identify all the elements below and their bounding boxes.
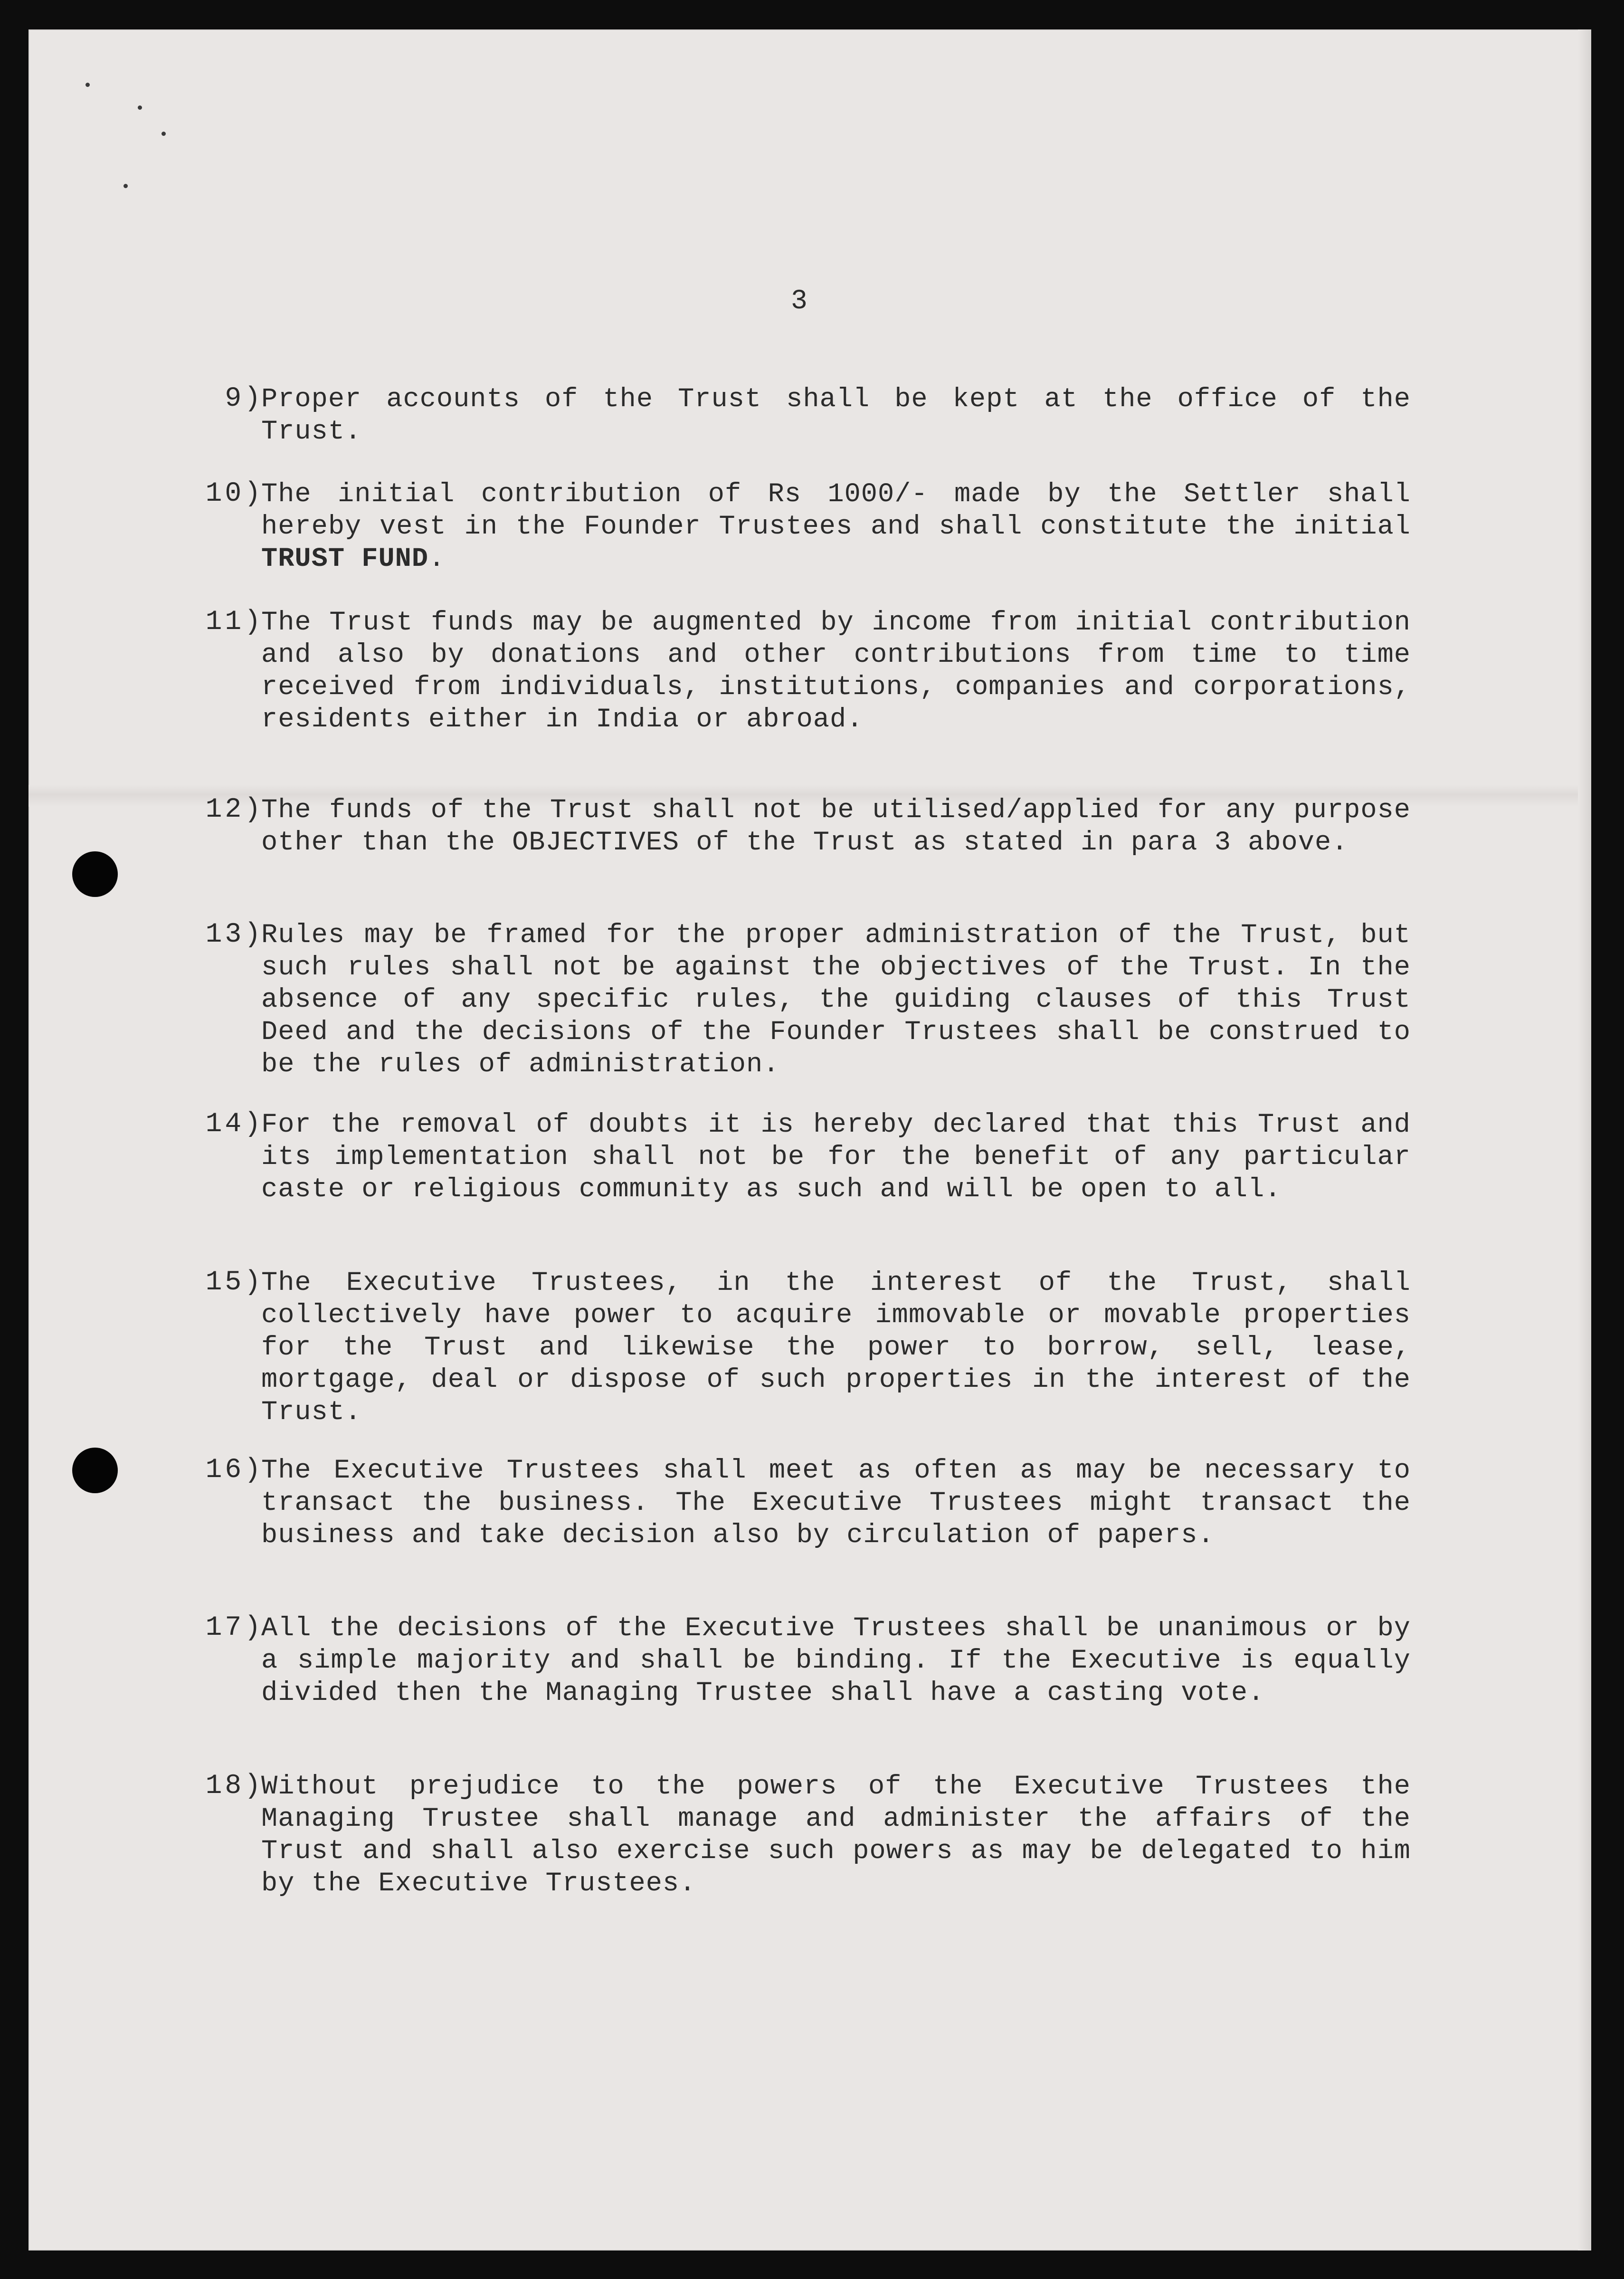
clause-text: All the decisions of the Executive Trustees shall be unanimous or by a simple majority and shall be binding. If the Executive is equally divided then the Managing Trustee shall have a casting vote. — [261, 1613, 1411, 1708]
clause-number: 12) — [205, 794, 264, 825]
paper-speck — [161, 132, 166, 136]
clause-number: 18) — [205, 1771, 264, 1802]
paper-edge-shadow — [1578, 29, 1591, 2250]
document-page — [28, 29, 1591, 2250]
clause-number: 10) — [205, 478, 264, 509]
trust-fund-emphasis: TRUST FUND — [261, 544, 429, 574]
clause-text: The Trust funds may be augmented by income from initial contribution and also by donations and other contributions from time to time received from individuals, institutions, companies and corporations, residents either in India or abroad. — [261, 608, 1411, 735]
punch-hole-lower — [72, 1448, 118, 1493]
clause-number: 15) — [205, 1267, 264, 1298]
clause-text: The funds of the Trust shall not be utilised/applied for any purpose other than the OBJECTIVES of the Trust as stated in para 3 above. — [261, 795, 1411, 858]
page-number: 3 — [791, 286, 807, 317]
clause-number: 14) — [205, 1109, 264, 1140]
clause-text — [261, 478, 1411, 575]
clause-text: Without prejudice to the powers of the Executive Trustees the Managing Trustee shall manage and administer the affairs of the Trust and shall also exercise such powers as may be delegated to him by the Executive Trustees. — [261, 1772, 1411, 1899]
clause-text: Rules may be framed for the proper administration of the Trust, but such rules shall not be against the objectives of the Trust. In the absence of any specific rules, the guiding clauses of this Trust Deed and the decisions of the Founder Trustees shall be construed to be the rules of administration. — [261, 920, 1411, 1080]
paper-speck — [138, 105, 142, 110]
clause-number: 13) — [205, 919, 264, 950]
clause-number: 17) — [205, 1612, 264, 1643]
punch-hole-upper — [72, 851, 118, 897]
clause-text: For the removal of doubts it is hereby declared that this Trust and its implementation shall not be for the benefit of any particular caste or religious community as such and will be open to all. — [261, 1110, 1411, 1205]
clause-number: 11) — [205, 607, 264, 638]
paper-speck — [123, 184, 128, 188]
paper-speck — [85, 83, 90, 87]
clause-text-part: The initial contribution of Rs 1000/- made by the Settler shall hereby vest in the Founder Trustees and shall constitute the initial — [261, 479, 1411, 542]
clause-text: The Executive Trustees, in the interest of the Trust, shall collectively have power to acquire immovable or movable properties for the Trust and likewise the power to borrow, sell, lease, mortgage, deal or dispose of such properties in the interest of the Trust. — [261, 1268, 1411, 1428]
clause-number: 16) — [205, 1455, 264, 1486]
clause-number: 9) — [225, 383, 264, 414]
clause-text: The Executive Trustees shall meet as often as may be necessary to transact the business. The Executive Trustees might transact the business and take decision also by circulation of papers. — [261, 1456, 1411, 1551]
clause-text: Proper accounts of the Trust shall be kept at the office of the Trust. — [261, 384, 1411, 447]
clause-text-part: . — [428, 544, 446, 574]
